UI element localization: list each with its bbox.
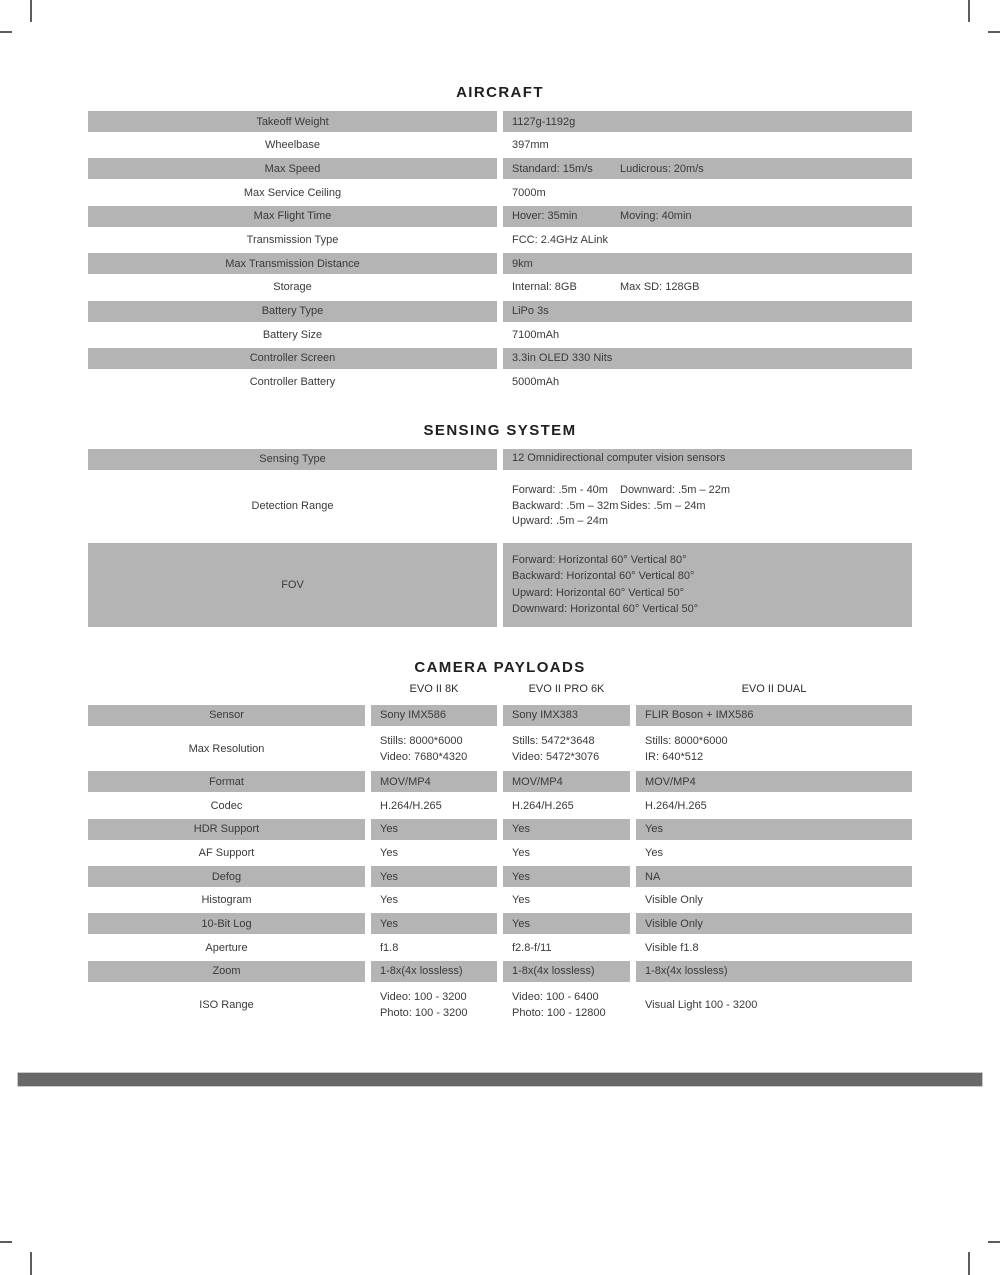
table-row bbox=[88, 449, 912, 470]
value-text: FLIR Boson + IMX586 bbox=[645, 709, 754, 722]
column-header-evo-ii-8k: EVO II 8K bbox=[409, 682, 459, 695]
table-cell bbox=[371, 842, 497, 863]
value-text: Video: 5472*3076 bbox=[512, 750, 600, 763]
table-row bbox=[88, 253, 912, 274]
aircraft-table bbox=[88, 111, 912, 393]
row-value bbox=[503, 472, 912, 540]
table-row bbox=[88, 182, 912, 203]
value-text: LiPo 3s bbox=[512, 305, 549, 317]
row-label: Transmission Type bbox=[246, 233, 339, 246]
table-cell bbox=[371, 961, 497, 982]
table-row bbox=[88, 842, 912, 863]
table-cell bbox=[503, 866, 630, 887]
camera-column-headers bbox=[88, 683, 912, 696]
value-text: Upward: Horizontal 60° Vertical 50° bbox=[512, 586, 685, 599]
table-cell bbox=[371, 985, 497, 1025]
value-text: f2.8-f/11 bbox=[512, 941, 552, 954]
table-cell bbox=[636, 985, 912, 1025]
row-label: ISO Range bbox=[199, 998, 254, 1011]
row-label: 10-Bit Log bbox=[88, 913, 365, 934]
crop-mark-top-left-vertical bbox=[30, 0, 32, 22]
value-text: Stills: 8000*6000 bbox=[380, 734, 463, 747]
value-text: Stills: 8000*6000 bbox=[645, 734, 728, 747]
value-text: 7000m bbox=[512, 186, 546, 199]
value-text: Photo: 100 - 3200 bbox=[380, 1006, 468, 1019]
value-line bbox=[512, 514, 608, 530]
row-value bbox=[503, 182, 912, 203]
spec-content bbox=[88, 0, 912, 1027]
bottom-divider-bar bbox=[17, 1072, 983, 1087]
value-text: Forward: Horizontal 60° Vertical 80° bbox=[512, 553, 687, 566]
table-cell bbox=[636, 937, 912, 958]
row-label: Max Service Ceiling bbox=[243, 186, 342, 199]
value-text: 1-8x(4x lossless) bbox=[512, 965, 595, 978]
row-label: HDR Support bbox=[88, 819, 365, 840]
row-label: Sensing Type bbox=[88, 449, 497, 470]
row-label: AF Support bbox=[198, 846, 255, 859]
row-value bbox=[503, 324, 912, 345]
table-cell bbox=[371, 890, 497, 911]
value-text: f1.8 bbox=[380, 941, 399, 954]
value-text: Video: 100 - 6400 bbox=[512, 990, 599, 1003]
value-text: MOV/MP4 bbox=[512, 775, 563, 788]
row-label: Controller Screen bbox=[88, 348, 497, 369]
row-value bbox=[503, 158, 912, 179]
value-text: Yes bbox=[645, 823, 663, 836]
table-row bbox=[88, 543, 912, 627]
table-row bbox=[88, 819, 912, 840]
crop-mark-bottom-right-vertical bbox=[968, 1252, 970, 1275]
value-text: Internal: 8GB bbox=[512, 281, 577, 294]
row-label: Aperture bbox=[205, 941, 248, 954]
column-header-spacer bbox=[88, 683, 365, 696]
value-text: Photo: 100 - 12800 bbox=[512, 1006, 606, 1019]
table-cell bbox=[371, 705, 497, 726]
table-row bbox=[88, 985, 912, 1025]
table-cell bbox=[503, 819, 630, 840]
value-text: H.264/H.265 bbox=[645, 799, 707, 812]
value-text: Backward: .5m – 32m bbox=[512, 499, 619, 512]
table-row bbox=[88, 729, 912, 769]
table-row bbox=[88, 277, 912, 298]
section-title-sensing: SENSING SYSTEM bbox=[423, 421, 577, 439]
table-cell bbox=[371, 866, 497, 887]
row-label: Takeoff Weight bbox=[88, 111, 497, 132]
row-label: Defog bbox=[88, 866, 365, 887]
value-text: 12 Omnidirectional computer vision sensors bbox=[512, 452, 726, 465]
value-text: Ludicrous: 20m/s bbox=[620, 162, 704, 175]
table-row bbox=[88, 705, 912, 726]
table-row bbox=[88, 111, 912, 132]
row-value bbox=[503, 253, 912, 274]
row-label: Detection Range bbox=[251, 500, 334, 513]
value-text: Yes bbox=[645, 846, 663, 859]
value-text: Visible Only bbox=[645, 894, 703, 907]
value-text: 9km bbox=[512, 257, 533, 270]
value-text: Video: 100 - 3200 bbox=[380, 990, 467, 1003]
table-cell bbox=[503, 913, 630, 934]
row-label: Sensor bbox=[88, 705, 365, 726]
row-value bbox=[503, 206, 912, 227]
value-text: Max SD: 128GB bbox=[620, 281, 700, 294]
table-row bbox=[88, 301, 912, 322]
table-cell bbox=[636, 705, 912, 726]
row-label: Max Flight Time bbox=[88, 206, 497, 227]
table-cell bbox=[636, 729, 912, 769]
table-row bbox=[88, 158, 912, 179]
value-text: 1-8x(4x lossless) bbox=[380, 965, 463, 978]
row-value bbox=[503, 301, 912, 322]
value-text: IR: 640*512 bbox=[645, 750, 704, 763]
value-text: Yes bbox=[380, 846, 398, 859]
table-cell bbox=[503, 890, 630, 911]
table-cell bbox=[636, 866, 912, 887]
crop-mark-bottom-left-horizontal bbox=[0, 1241, 12, 1243]
row-label: Storage bbox=[273, 281, 312, 294]
table-cell bbox=[371, 771, 497, 792]
table-row bbox=[88, 937, 912, 958]
column-header-evo-ii-pro-6k: EVO II PRO 6K bbox=[528, 682, 605, 695]
value-text: 5000mAh bbox=[512, 376, 560, 389]
table-row bbox=[88, 372, 912, 393]
table-row bbox=[88, 472, 912, 540]
table-cell bbox=[371, 937, 497, 958]
value-line bbox=[512, 552, 687, 569]
value-line bbox=[512, 483, 730, 499]
value-text: NA bbox=[645, 870, 661, 883]
table-row bbox=[88, 135, 912, 156]
value-text: Sony IMX383 bbox=[512, 709, 579, 722]
table-cell bbox=[503, 795, 630, 816]
value-text: Upward: .5m – 24m bbox=[512, 515, 608, 527]
row-value bbox=[503, 372, 912, 393]
value-text: Yes bbox=[380, 894, 398, 907]
row-label: Battery Size bbox=[262, 328, 323, 341]
section-title-aircraft: AIRCRAFT bbox=[456, 84, 544, 101]
value-line bbox=[512, 585, 684, 602]
row-label: Max Resolution bbox=[188, 742, 265, 755]
value-text: FCC: 2.4GHz ALink bbox=[512, 233, 608, 246]
value-text: Yes bbox=[380, 823, 398, 836]
value-text: Yes bbox=[512, 894, 530, 907]
table-cell bbox=[503, 705, 630, 726]
table-cell bbox=[503, 985, 630, 1025]
row-label: FOV bbox=[88, 543, 497, 627]
row-value bbox=[503, 277, 912, 298]
section-title-camera: CAMERA PAYLOADS bbox=[414, 658, 586, 676]
value-text: Downward: .5m – 22m bbox=[620, 484, 731, 496]
table-row bbox=[88, 771, 912, 792]
value-line bbox=[512, 568, 694, 585]
value-text: Moving: 40min bbox=[620, 210, 692, 223]
row-label: Codec bbox=[210, 799, 243, 812]
table-row bbox=[88, 890, 912, 911]
row-value bbox=[503, 111, 912, 132]
table-row bbox=[88, 348, 912, 369]
value-text: Downward: Horizontal 60° Vertical 50° bbox=[512, 603, 699, 616]
row-value bbox=[503, 543, 912, 627]
row-label: Wheelbase bbox=[264, 139, 321, 152]
value-line bbox=[512, 499, 706, 515]
table-cell bbox=[636, 819, 912, 840]
crop-mark-bottom-left-vertical bbox=[30, 1252, 32, 1275]
table-cell bbox=[503, 771, 630, 792]
table-cell bbox=[503, 961, 630, 982]
row-label: Max Transmission Distance bbox=[88, 253, 497, 274]
row-label: Format bbox=[88, 771, 365, 792]
value-text: Sides: .5m – 24m bbox=[620, 499, 706, 512]
table-row bbox=[88, 795, 912, 816]
value-text: 3.3in OLED 330 Nits bbox=[512, 352, 613, 365]
table-cell bbox=[371, 819, 497, 840]
value-text: Forward: .5m - 40m bbox=[512, 484, 608, 496]
value-text: 397mm bbox=[512, 139, 549, 152]
value-text: Stills: 5472*3648 bbox=[512, 734, 595, 747]
value-text: H.264/H.265 bbox=[512, 799, 574, 812]
table-row bbox=[88, 206, 912, 227]
row-label: Battery Type bbox=[88, 301, 497, 322]
row-label: Max Speed bbox=[88, 158, 497, 179]
table-cell bbox=[636, 842, 912, 863]
row-value bbox=[503, 229, 912, 250]
table-cell bbox=[371, 795, 497, 816]
crop-mark-top-left-horizontal bbox=[0, 31, 12, 33]
value-text: Video: 7680*4320 bbox=[380, 750, 468, 763]
value-text: Yes bbox=[512, 823, 530, 836]
value-line bbox=[512, 601, 698, 618]
table-row bbox=[88, 961, 912, 982]
table-cell bbox=[503, 937, 630, 958]
value-text: Backward: Horizontal 60° Vertical 80° bbox=[512, 570, 695, 583]
table-cell bbox=[371, 913, 497, 934]
value-text: Visual Light 100 - 3200 bbox=[645, 998, 758, 1011]
table-cell bbox=[636, 890, 912, 911]
crop-mark-top-right-vertical bbox=[968, 0, 970, 22]
value-text: H.264/H.265 bbox=[380, 799, 442, 812]
row-value bbox=[503, 449, 912, 470]
crop-mark-top-right-horizontal bbox=[988, 31, 1000, 33]
row-label: Histogram bbox=[201, 894, 252, 907]
row-value bbox=[503, 135, 912, 156]
value-text: Yes bbox=[512, 846, 530, 859]
value-text: 1127g-1192g bbox=[512, 115, 576, 128]
row-value bbox=[503, 348, 912, 369]
table-row bbox=[88, 229, 912, 250]
value-text: 7100mAh bbox=[512, 328, 560, 341]
column-header-evo-ii-dual: EVO II DUAL bbox=[741, 682, 807, 695]
table-row bbox=[88, 866, 912, 887]
value-text: Yes bbox=[512, 917, 530, 930]
sensing-table bbox=[88, 449, 912, 627]
value-text: Yes bbox=[380, 917, 398, 930]
value-text: Yes bbox=[512, 870, 530, 883]
table-row bbox=[88, 913, 912, 934]
value-text: Sony IMX586 bbox=[380, 709, 447, 722]
value-text: Hover: 35min bbox=[512, 210, 578, 223]
table-cell bbox=[503, 842, 630, 863]
table-cell bbox=[636, 771, 912, 792]
table-cell bbox=[371, 729, 497, 769]
table-cell bbox=[636, 795, 912, 816]
value-text: MOV/MP4 bbox=[380, 775, 431, 788]
value-text: Standard: 15m/s bbox=[512, 162, 593, 175]
table-row bbox=[88, 324, 912, 345]
table-cell bbox=[636, 913, 912, 934]
value-text: 1-8x(4x lossless) bbox=[645, 965, 728, 978]
row-label: Controller Battery bbox=[249, 376, 336, 389]
table-cell bbox=[503, 729, 630, 769]
value-text: Visible Only bbox=[645, 917, 703, 930]
table-cell bbox=[636, 961, 912, 982]
crop-mark-bottom-right-horizontal bbox=[988, 1241, 1000, 1243]
value-text: MOV/MP4 bbox=[645, 775, 696, 788]
value-text: Yes bbox=[380, 870, 398, 883]
value-text: Visible f1.8 bbox=[645, 941, 699, 954]
camera-payloads-table bbox=[88, 705, 912, 1025]
row-label: Zoom bbox=[88, 961, 365, 982]
value-line bbox=[512, 451, 725, 467]
